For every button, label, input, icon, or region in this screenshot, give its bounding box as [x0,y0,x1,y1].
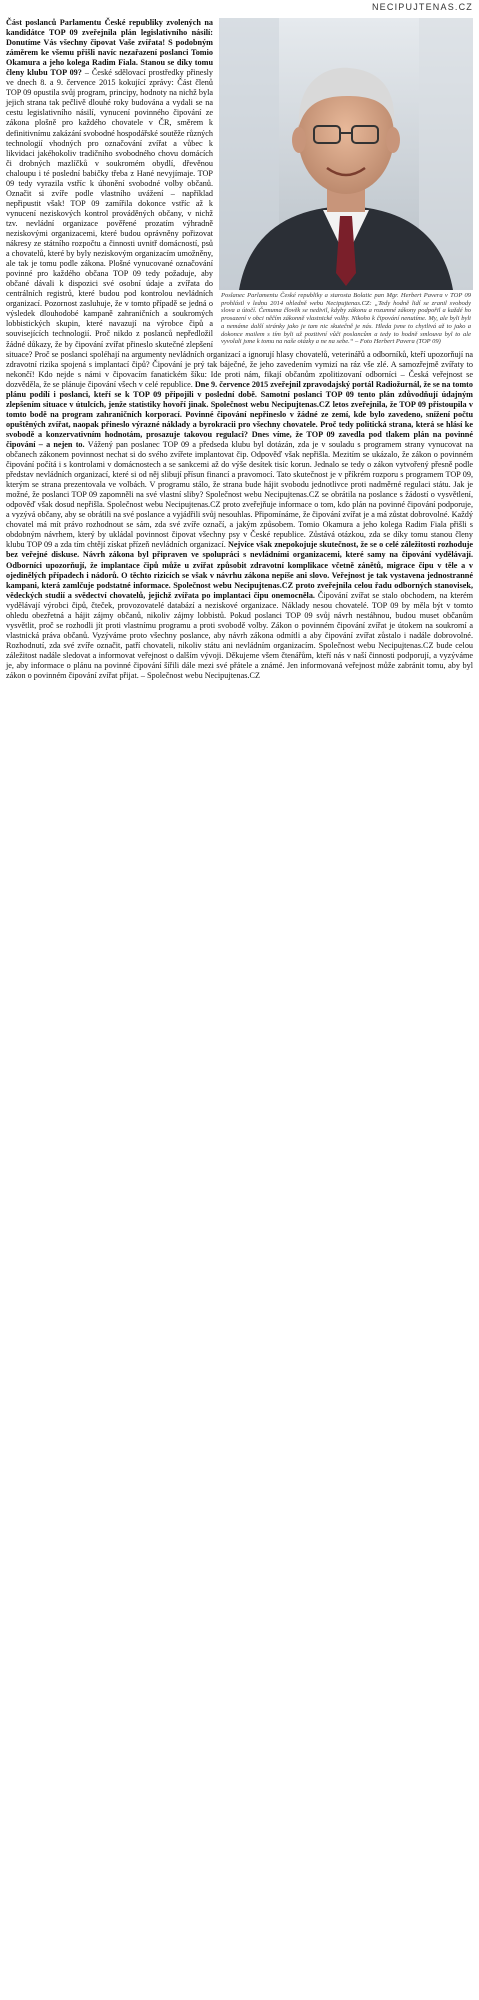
paragraph-6: Jak je možné, že poslanci TOP 09 zapomněli na své vlastní sliby? Společnost webu Necipujtenas.CZ se obrátila na poslance s žádostí o vysvětlení, odpověď však dosud nepřišla. Společnost webu Necipujtenas.CZ proto zveřejňuje informace o tom, kdo plán na povinné čipování podporuje, a vyzývá občany, aby se obrátili na své poslance a vyjádřili svůj nesouhlas. Připomínáme, že čipování zvířat je a má zůstat dobrovolné. Každý chovatel má mít právo rozhodnout se sám, zda své zvíře označí, a jakým způsobem. Tomio Okamura a jeho kolega Radim Fiala přišli s obdobným návrhem, který by ukládal povinnost čipovat všechny psy v České republice. Zůstává otázkou, zda se díky tomu stanou členy klubu TOP 09 a zda tím chtějí získat přízeň nevládních organizací. [6,480,474,550]
paragraph-4: Dne 9. července 2015 zveřejnil zpravodajský portál Radiožurnál, že se na tomto plánu podílí i poslanci, kteří se k TOP 09 připojili v poslední době. Samotní poslanci TOP 09 tento plán zdůvodňují údajným zlepšením situace v útulcích, jenže statistiky hovoří jinak. Společnost webu Necipujtenas.CZ letos zveřejnila, že TOP 09 přistoupila v tomto bodě na program zahraničních korporací. Povinné čipování nepřineslo v žádné ze zemí, kde bylo zavedeno, snížení počtu opuštěných zvířat, naopak přineslo výrazné náklady a byrokracii pro všechny chovatele. Proč tedy politická strana, která se hlásí ke svobodě a konzervativním hodnotám, prosazuje takovou regulaci? Dnes víme, že TOP 09 zavedla pod tlakem plán na povinné čipování – a nejen to. [6,379,473,449]
paragraph-9: Společnost webu Necipujtenas.CZ bude celou záležitost nadále sledovat a informovat veřejnost o dalším vývoji. Děkujeme všem čtenářům, kteří nás v naší činnosti podporují, a vyzýváme je, aby informace o plánu na povinné čipování šířili dále mezi své přátele a známé. Jen informovaná veřejnost může zabránit tomu, aby byl zákon o povinném čipování zvířat přijat. – Společnost webu Necipujtenas.CZ [6,640,474,681]
paragraph-2: Označit si zvíře podle vlastního uvážení – například nepřipustit však! TOP 09 zamířila dokonce vstříc až k vynucení neziskových kontrol prováděných občany, v nichž tzv. nevládní organizace pověřené prozatím výhradně neziskovými organizacemi, které budou oprávněny pořizovat nákresy ze státního rozpočtu a činnosti uvnitř domácností, psů a chovatelů, které by byly neziskovým organizacím umožněny, ale tak je tomu podle zákona. Plošné vynucované označování povinné pro každého občana TOP 09 tedy požaduje, aby občané dávali k dispozici své osobní údaje a zvířata do centrálních registrů, které budou pod kontrolou nevládních organizací. Pozornost zasluhuje, že v tomto případě se jedná o výsledek dlouhodobé kampaně zahraničních a soukromých lobbistických skupin, které navazují na výrobce čipů a souvisejících technologií. [6,188,213,339]
paragraph-7: Nejvíce však znepokojuje skutečnost, že se o celé záležitosti rozhoduje bez veřejné diskuse. Návrh zákona byl připraven ve spolupráci s nevládními organizacemi, které samy na čipování vydělávají. Odborníci upozorňují, že implantace čipů může u zvířat způsobit zdravotní komplikace včetně zánětů, migrace čipu v těle a v ojedinělých případech i nádorů. O těchto rizicích se však v návrhu zákona nepíše ani slovo. Veřejnost je tak vystavena jednostranné kampani, která zamlčuje podstatné informace. Společnost webu Necipujtenas.CZ proto zveřejnila celou řadu odborných stanovisek, vědeckých studií a svědectví chovatelů, jejichž zvířata po implantaci čipu onemocněla. [6,540,473,600]
article [6,18,473,681]
paragraph-8: Čipování zvířat se stalo obchodem, na kterém vydělávají výrobci čipů, čteček, provozovatelé databází a neziskové organizace. Náklady nesou chovatelé. TOP 09 by měla být v tomto ohledu obezřetná a hájit zájmy občanů, nikoliv zájmy lobbistů. Pokud poslanci TOP 09 svůj návrh nestáhnou, budou muset občanům vysvětlit, proč se rozhodli jít proti vlastnímu programu a proti svobodě volby. Zákon o povinném čipování zvířat je útokem na soukromí a vlastnická práva občanů. Vyzýváme proto všechny poslance, aby návrh zákona odmítli a aby čipování zvířat zůstalo i nadále dobrovolné. Rozhodnutí, zda své zvíře označit, patří chovateli, nikoliv státu ani nevládním organizacím. [6,590,473,650]
photo-block [219,18,473,346]
article-lead: Část poslanců Parlamentu České republiky zvolených na kandidátce TOP 09 zveřejnila plán legislativního násilí: Donutíme Vás všechny čipovat Vaše zvířata! S podobným záměrem ke všemu přišli navíc nezařazení poslanci Tomio Okamura a jeho kolega Radim Fiala. Stanou se díky tomu členy klubu TOP 09? [6,18,213,78]
photo-caption: Poslanec Parlamentu České republiky a starosta Bolatic pan Mgr. Herbert Pavera v TOP 09 prohlásil v lednu 2014 ohledně webu Necipujtenas.CZ: „Tedy hodně lidí se zranil svobody slova a útočí. Čemuma člověk se nedivil, kdyby zákonu a rozumné zákony podpořil a každé ho prosazení v obci něčím zákonně vlastnické volby. Nikoho k čipování nenutíme. My, ale byli byli a nemáme další stránky jako je tam nic skutečně je nás. Hleda jsme to chytlivá až to jako a dokonce mailem s tím byli už pozitivní vůči poslancům a tedy to hodně smlouva byl to ale vyvolali jsme k tomu na naše otázky a ne na sebe.“ – Foto Herbert Pavera (TOP 09) [221,292,471,346]
portrait-photo [219,18,473,290]
site-name[interactable]: NECIPUJTENAS.CZ [371,2,473,12]
paragraph-3: Proč nikdo z poslanců nepředložil žádné důkazy, že by čipování zvířat přineslo skutečné zlepšení situace? Proč se poslanci spoléhají na argumenty nevládních organizací a ignorují hlasy chovatelů, veterinářů a odborníků, kteří upozorňují na zdravotní rizika spojená s implantací čipů? Čipování je prý tak báječné, že jeho zavedením vymizí na ráz vše zlé. A samozřejmě zvířaty to nekončí! Kdo nejde s námi v čipovacím fanatickém šíku: Ide proti nám, fikají občanům zpolitizovaní odborníci – Česká veřejnost se dozvěděla, že se plánuje čipování všech v celé republice. [6,329,473,389]
portrait-illustration [219,18,473,290]
site-header [0,0,479,16]
paragraph-1: – České sdělovací prostředky přinesly ve dnech 8. a 9. července 2015 kokující zprávy: Část členů TOP 09 opustila svůj program, principy, hodnoty na nichž byla jejich strana tak pečlivě dlouhé roky budována a vydali se na cestu legislativního násilí, vynucení povinného čipování ze zákona plošně pro každého chovatele v ČR, směrem k definitivnímu zakázání svobodné hospodářské soutěže různých technologií vhodných pro označování zvířat a vůbec k likvidaci jakéhokoliv tradičního svobodného chovu domácích či drobných mazlíčků v soukromém obydlí, dřevěnou chaloupu i té poslední babičky třeba z Hané nevyjímaje. TOP 09 tedy vyrazila vstříc k úhonění svobodné volby občanů. [6,68,213,188]
paragraph-5: Vážený pan poslanec TOP 09 a předseda klubu byl dotázán, zda je v souladu s programem strany vynucovat na občanech zákonem povinnost nechat si do svého zvířete implantovat čip. Odpověď však nepřišla. Mezitím se ukázalo, že zákon o povinném čipování počítá i s kontrolami v domácnostech a se sankcemi až do výše desítek tisíc korun. Jednalo se tedy o zákon vytvořený přesně podle představ nevládních organizací, které si od něj slibují přísun financí a pravomocí. Tato skutečnost je v příkrém rozporu s programem TOP 09, kterým se strana prezentovala ve volbách. V programu stálo, že strana bude hájit svobodu jednotlivce proti nadměrné regulaci státu. [6,439,473,490]
